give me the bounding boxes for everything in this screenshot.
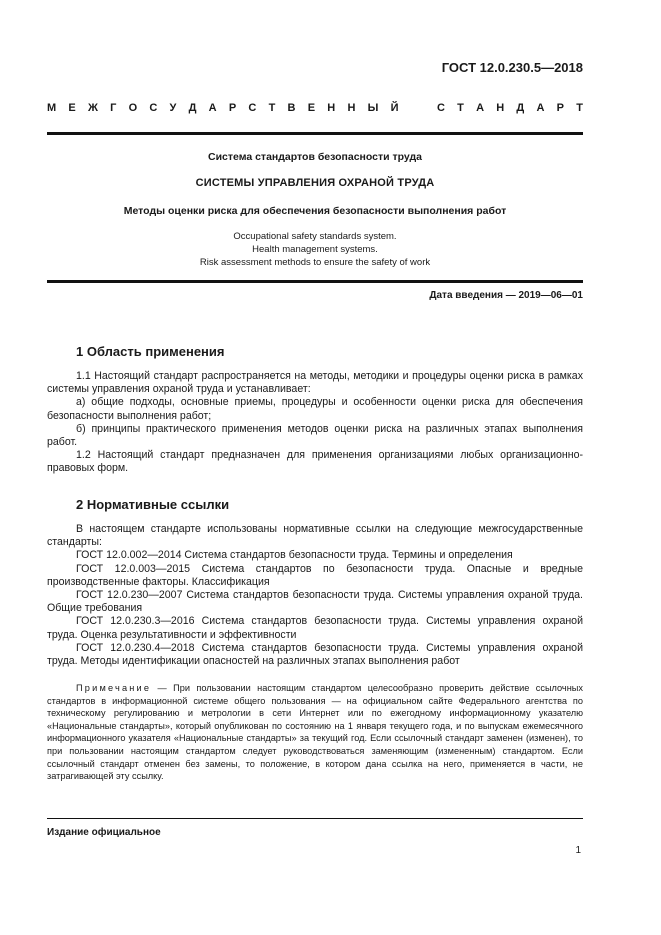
banner-letter: Е	[68, 102, 76, 114]
edition-label: Издание официальное	[47, 827, 161, 838]
banner-letter: Т	[457, 102, 464, 114]
introduction-date: Дата введения — 2019—06—01	[429, 290, 583, 301]
banner-letter: Т	[576, 102, 583, 114]
english-title-line: Risk assessment methods to ensure the safety of work	[199, 257, 431, 268]
banner-letter: Р	[556, 102, 564, 114]
banner-letter: С	[248, 102, 257, 114]
page-number: 1	[575, 845, 581, 856]
banner-letter: Й	[390, 102, 399, 114]
english-title-line: Occupational safety standards system.	[233, 231, 397, 242]
banner-letter: Е	[307, 102, 316, 114]
reference-item: ГОСТ 12.0.002—2014 Система стандартов безопасности труда. Термины и определения	[76, 549, 513, 562]
document-subtitle: Методы оценки риска для обеспечения безопасности выполнения работ	[123, 205, 507, 217]
banner-letter: Н	[496, 102, 505, 114]
footer-rule	[47, 818, 583, 819]
banner-letter: А	[208, 102, 217, 114]
note-label: Примечание	[76, 683, 152, 693]
reference-item: ГОСТ 12.0.003—2015 Система стандартов по безопасности труда. Опасные и вредные производственные факторы. Классификация	[47, 562, 583, 588]
paragraph: 1.1 Настоящий стандарт распространяется на методы, методики и процедуры оценки риска в рамках системы управления охраной труда и устанавливает:	[47, 370, 583, 396]
section-1-heading: 1 Область применения	[76, 344, 225, 359]
banner-letter: Н	[347, 102, 356, 114]
section-2-body	[47, 523, 583, 668]
banner-letter: У	[169, 102, 177, 114]
banner-letter: Д	[188, 102, 197, 114]
reference-item: ГОСТ 12.0.230.4—2018 Система стандартов безопасности труда. Системы управления охраной труда. Методы идентификации опасностей на различных этапах выполнения работ	[47, 641, 583, 668]
note	[47, 682, 583, 783]
document-page	[47, 0, 583, 935]
standards-system-name: Система стандартов безопасности труда	[207, 151, 423, 163]
reference-item: ГОСТ 12.0.230—2007 Система стандартов безопасности труда. Системы управления охраной труда. Общие требования	[47, 589, 583, 615]
title-rule	[47, 280, 583, 283]
banner-letter: Р	[228, 102, 237, 114]
banner-letter: Т	[268, 102, 276, 114]
banner-letter: М	[47, 102, 57, 114]
banner-letter: О	[128, 102, 138, 114]
document-title: СИСТЕМЫ УПРАВЛЕНИЯ ОХРАНОЙ ТРУДА	[195, 177, 435, 189]
banner-letter: Н	[327, 102, 336, 114]
banner-letter: А	[476, 102, 485, 114]
english-title-line: Health management systems.	[252, 244, 378, 255]
word-gap	[411, 102, 425, 118]
banner-letter: Г	[110, 102, 117, 114]
paragraph: В настоящем стандарте использованы нормативные ссылки на следующие межгосударственные стандарты:	[47, 523, 583, 549]
banner-letter: С	[149, 102, 158, 114]
banner-letter: С	[436, 102, 445, 114]
banner-letter: Ы	[367, 102, 379, 114]
english-title	[47, 230, 583, 269]
banner-letter: Д	[516, 102, 525, 114]
note-dash: —	[151, 683, 174, 693]
section-1-body	[47, 370, 583, 476]
banner-letter: В	[287, 102, 296, 114]
paragraph: 1.2 Настоящий стандарт предназначен для применения организациями любых организационно-правовых форм.	[47, 449, 583, 475]
interstate-standard-label	[47, 102, 583, 118]
header-rule	[47, 132, 583, 135]
paragraph: а) общие подходы, основные приемы, процедуры и особенности оценки риска для обеспечения безопасности выполнения работ;	[47, 396, 583, 422]
reference-item: ГОСТ 12.0.230.3—2016 Система стандартов безопасности труда. Системы управления охраной труда. Оценка результативности и эффективности	[47, 615, 583, 641]
section-2-heading: 2 Нормативные ссылки	[76, 497, 230, 512]
banner-letter: Ж	[87, 102, 98, 114]
banner-letter: А	[536, 102, 545, 114]
paragraph: б) принципы практического применения методов оценки риска на различных этапах выполнения работ.	[47, 422, 583, 449]
standard-code: ГОСТ 12.0.230.5—2018	[441, 60, 583, 75]
note-text: При пользовании настоящим стандартом целесообразно проверить действие ссылочных стандартов в информационной системе общего пользования — на официальном сайте Федерального агентства по техническому регулированию и метрологии в сети Интернет или по ежегодному информационному указателю «Национальные стандарты», который опубликован по состоянию на 1 января текущего года, и по выпускам ежемесячного информационного указателя «Национальные стандарты» за текущий год. Если ссылочный стандарт заменен (изменен), то при пользовании настоящим стандартом следует руководствоваться заменяющим (измененным) стандартом. Если ссылочный стандарт отменен без замены, то положение, в котором дана ссылка на него, применяется в части, не затрагивающей эту ссылку.	[47, 683, 583, 782]
